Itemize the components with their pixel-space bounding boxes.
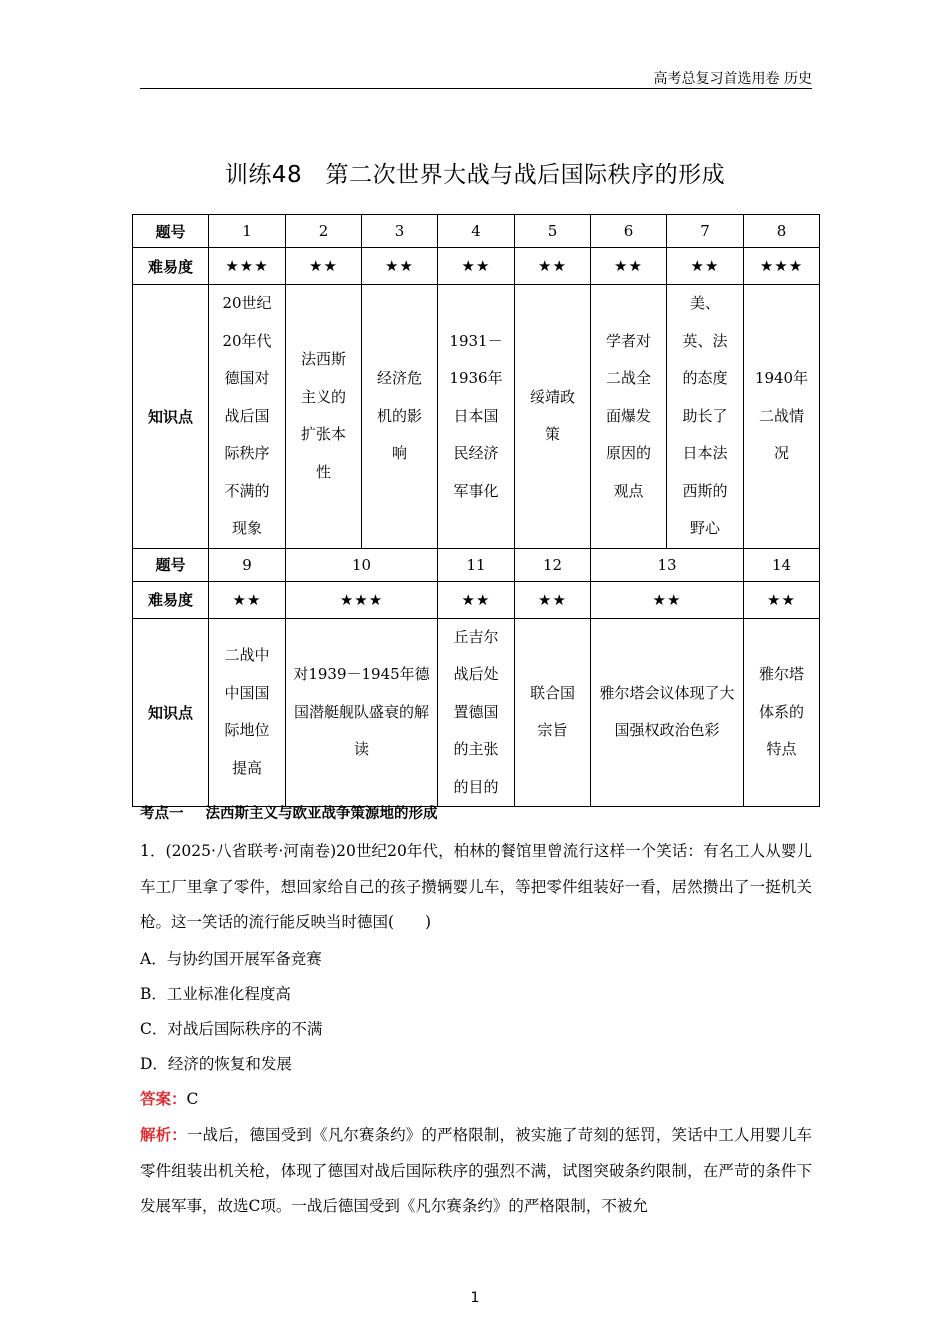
question-number: 8 [744,215,820,248]
difficulty-row-2 [133,581,820,618]
number-row-2 [133,548,820,581]
section-label: 考点一 [140,806,184,822]
knowledge-text: 丘吉尔战后处置德国的主张的目的 [453,627,499,796]
difficulty-stars: ★★ [591,581,744,618]
knowledge-text: 1931－1936年日本国民经济军事化 [449,331,503,500]
option-b: B．工业标准化程度高 [140,985,291,1003]
number-row-1 [133,215,820,248]
section-title: 法西斯主义与欧亚战争策源地的形成 [205,806,438,822]
knowledge-cell [515,618,591,807]
knowledge-table [132,214,820,807]
difficulty-stars: ★★ [362,248,438,285]
knowledge-cell [286,618,438,807]
option-a: A．与协约国开展军备竞赛 [140,950,322,968]
difficulty-stars: ★★★ [286,581,438,618]
knowledge-text: 20世纪20年代德国对战后国际秩序不满的现象 [222,294,272,537]
knowledge-cell [209,285,286,549]
difficulty-stars: ★★ [515,248,591,285]
knowledge-row-2 [133,618,820,807]
answer-line [140,1087,198,1109]
answer-label: 答案： [140,1090,187,1108]
question-number: 12 [515,548,591,581]
row-label-knowledge: 知识点 [133,618,209,807]
row-label-number: 题号 [133,215,209,248]
knowledge-text: 1940年二战情况 [754,369,809,462]
answer-value: C [186,1090,199,1108]
question-number: 2 [286,215,362,248]
knowledge-text: 二战中中国国际地位提高 [224,646,270,777]
difficulty-stars: ★★ [515,581,591,618]
knowledge-row-1 [133,285,820,549]
knowledge-cell [591,618,744,807]
knowledge-text: 法西斯主义的扩张本性 [300,350,346,481]
row-label-knowledge: 知识点 [133,285,209,549]
option-c: C．对战后国际秩序的不满 [140,1020,323,1038]
explanation-text: 一战后，德国受到《凡尔赛条约》的严格限制，被实施了苛刻的惩罚，笑话中工人用婴儿车零件组装出机关枪，体现了德国对战后国际秩序的强烈不满，试图突破条约限制，在严苛的条件下发展军事，故选C项。一战后德国受到《凡尔赛条约》的严格限制，不被允 [140,1126,812,1215]
question-number: 5 [515,215,591,248]
knowledge-cell [438,618,515,807]
page-number: 1 [470,1290,480,1306]
knowledge-cell [744,285,820,549]
knowledge-cell [515,285,591,549]
difficulty-stars: ★★★ [744,248,820,285]
knowledge-text: 对1939－1945年德国潜艇舰队盛衰的解读 [293,665,430,758]
explanation-label: 解析： [140,1126,187,1144]
question-number: 1 [209,215,286,248]
row-label-number: 题号 [133,548,209,581]
section-heading [140,802,438,823]
header-rule [140,88,812,89]
question-number: 7 [667,215,744,248]
question-stem: 1．(2025·八省联考·河南卷)20世纪20年代，柏林的餐馆里曾流行这样一个笑话：有名工人从婴儿车工厂里拿了零件，想回家给自己的孩子攒辆婴儿车，等把零件组装好一看，居然攒出了一挺机关枪。这一笑话的流行能反映当时德国( ) [140,842,812,931]
question-number: 10 [286,548,438,581]
difficulty-stars: ★★ [591,248,667,285]
knowledge-text: 美、英、法的态度助长了日本法西斯的野心 [682,294,728,537]
question-number: 13 [591,548,744,581]
knowledge-cell [667,285,744,549]
difficulty-stars: ★★ [438,248,515,285]
difficulty-stars: ★★ [438,581,515,618]
difficulty-stars: ★★★ [209,248,286,285]
question-number: 11 [438,548,515,581]
knowledge-cell [591,285,667,549]
knowledge-text: 雅尔塔会议体现了大国强权政治色彩 [599,683,735,740]
page-title: 训练48 第二次世界大战与战后国际秩序的形成 [224,162,726,188]
difficulty-stars: ★★ [667,248,744,285]
difficulty-stars: ★★ [744,581,820,618]
knowledge-cell [209,618,286,807]
difficulty-stars: ★★ [286,248,362,285]
row-label-difficulty: 难易度 [133,248,209,285]
difficulty-row-1 [133,248,820,285]
knowledge-text: 经济危机的影响 [376,369,422,462]
knowledge-cell [744,618,820,807]
knowledge-text: 雅尔塔体系的特点 [758,665,804,758]
question-number: 9 [209,548,286,581]
knowledge-text: 绥靖政策 [529,387,575,444]
question-number: 3 [362,215,438,248]
knowledge-text: 学者对二战全面爆发原因的观点 [605,331,651,500]
question-number: 14 [744,548,820,581]
row-label-difficulty: 难易度 [133,581,209,618]
question-number: 6 [591,215,667,248]
explanation [140,1118,812,1225]
option-d: D．经济的恢复和发展 [140,1055,292,1073]
header-text: 高考总复习首选用卷 历史 [653,71,812,87]
knowledge-cell [286,285,362,549]
difficulty-stars: ★★ [209,581,286,618]
knowledge-cell [438,285,515,549]
knowledge-cell [362,285,438,549]
knowledge-text: 联合国宗旨 [529,683,575,740]
question-number: 4 [438,215,515,248]
